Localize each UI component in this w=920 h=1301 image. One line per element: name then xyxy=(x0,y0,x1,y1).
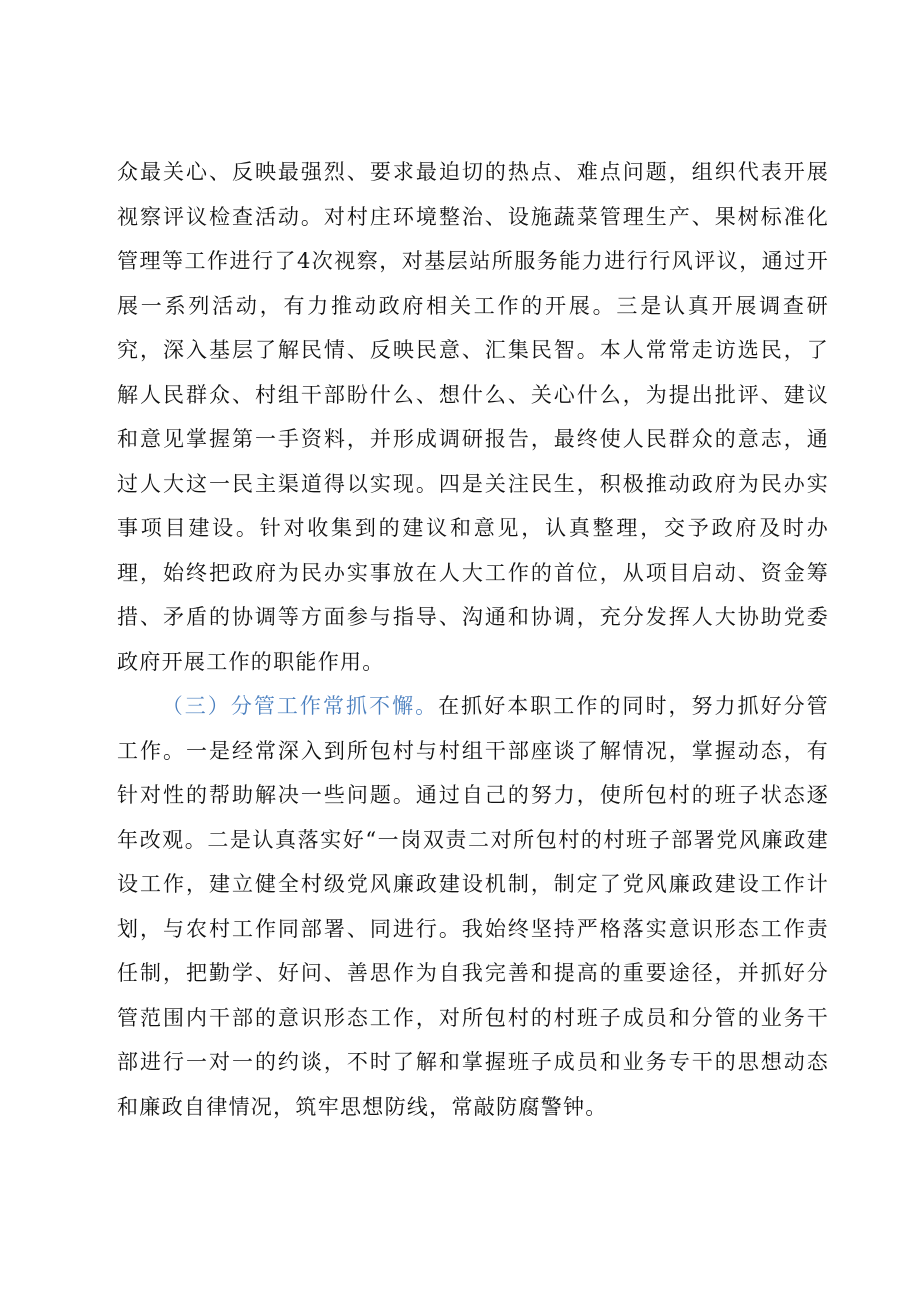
paragraph-text: 众最关心、反映最强烈、要求最迫切的热点、难点问题，组织代表开展视察评议检查活动。对村庄环境整治、设施蔬菜管理生产、果树标准化管理等工作进行了4次视察，对基层站所服务能力进行行风评议，通过开展一系列活动，有力推动政府相关工作的开展。三是认真开展调查研究，深入基层了解民情、反映民意、汇集民智。本人常常走访选民，了解人民群众、村组干部盼什么、想什么、关心什么，为提出批评、建议和意见掌握第一手资料，并形成调研报告，最终使人民群众的意志，通过人大这一民主渠道得以实现。四是关注民生，积极推动政府为民办实事项目建设。针对收集到的建议和意见，认真整理，交予政府及时办理，始终把政府为民办实事放在人大工作的首位，从项目启动、资金筹措、矛盾的协调等方面参与指导、沟通和协调，充分发挥人大协助党委政府开展工作的职能作用。 xyxy=(117,160,829,674)
paragraph-continued xyxy=(117,150,829,684)
paragraph-section-three xyxy=(117,684,829,1129)
document-body xyxy=(117,150,829,1129)
paragraph-text: 在抓好本职工作的同时，努力抓好分管工作。一是经常深入到所包村与村组干部座谈了解情况，掌握动态，有针对性的帮助解决一些问题。通过自己的努力，使所包村的班子状态逐年改观。二是认真落实好“一岗双责二对所包村的村班子部署党风廉政建设工作，建立健全村级党风廉政建设机制，制定了党风廉政建设工作计划，与农村工作同部署、同进行。我始终坚持严格落实意识形态工作责任制，把勤学、好问、善思作为自我完善和提高的重要途径，并抓好分管范围内干部的意识形态工作，对所包村的村班子成员和分管的业务干部进行一对一的约谈，不时了解和掌握班子成员和业务专干的思想动态和廉政自律情况，筑牢思想防线，常敲防腐警钟。 xyxy=(117,694,829,1119)
section-heading: （三）分管工作常抓不懈。 xyxy=(161,694,439,718)
